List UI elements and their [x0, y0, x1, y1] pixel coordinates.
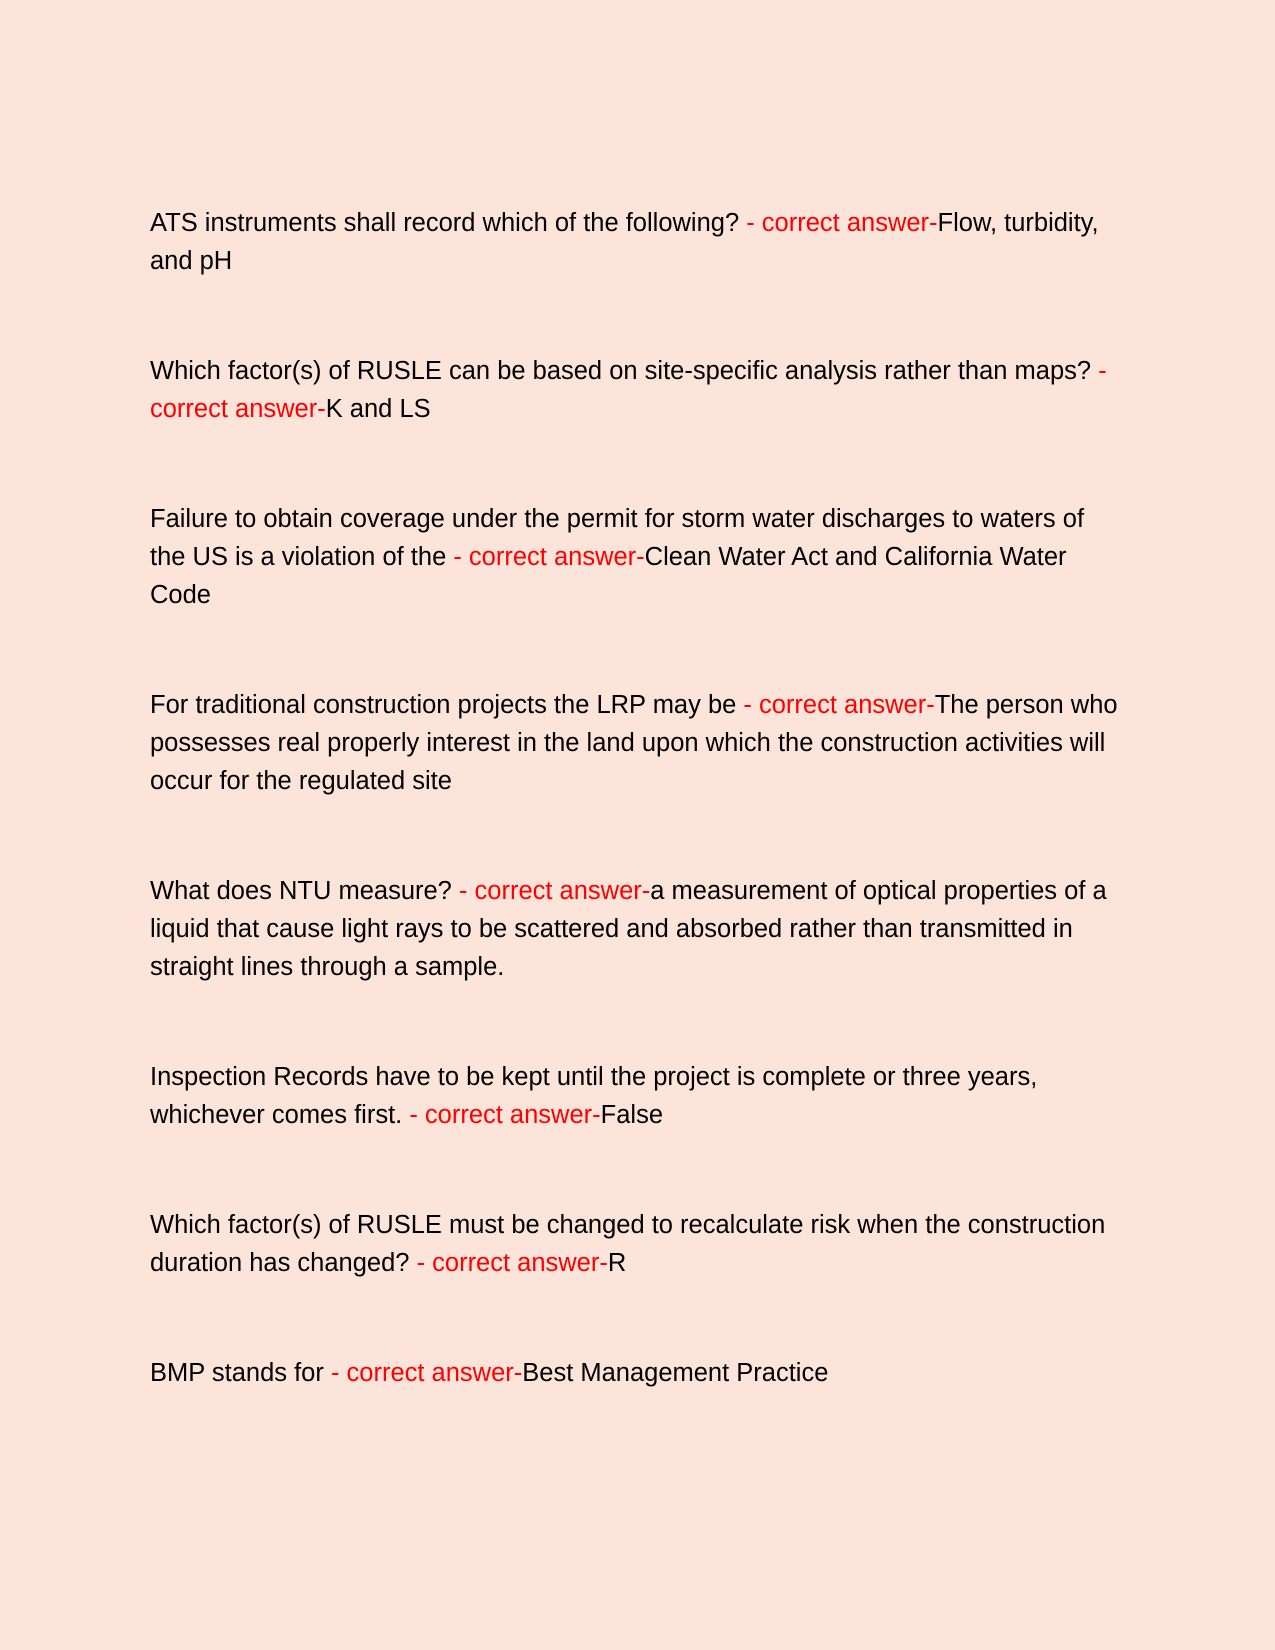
- question-text: BMP stands for: [150, 1359, 324, 1387]
- answer-text: a measurement of optical properties of a liquid that cause light rays to be scattered and absorbed rather than transmitted in straight lines through a sample.: [150, 877, 1107, 981]
- qa-item-4: [150, 686, 1125, 800]
- answer-text: False: [600, 1101, 663, 1129]
- question-text: ATS instruments shall record which of the following?: [150, 209, 740, 237]
- qa-item-6: [150, 1058, 1125, 1134]
- correct-answer-label: - correct answer-: [416, 1249, 608, 1277]
- question-text: What does NTU measure?: [150, 877, 452, 905]
- correct-answer-label: - correct answer-: [743, 691, 935, 719]
- correct-answer-label: - correct answer-: [746, 209, 938, 237]
- qa-item-7: [150, 1206, 1125, 1282]
- qa-item-1: [150, 204, 1125, 280]
- correct-answer-label: - correct answer-: [409, 1101, 601, 1129]
- qa-item-8: [150, 1354, 1125, 1392]
- qa-item-2: [150, 352, 1125, 428]
- correct-answer-label: - correct answer-: [330, 1359, 523, 1387]
- answer-text: Flow, turbidity, and pH: [150, 209, 1099, 275]
- qa-item-3: [150, 500, 1125, 614]
- question-text: Which factor(s) of RUSLE can be based on site-specific analysis rather than maps?: [150, 357, 1092, 385]
- question-text: Which factor(s) of RUSLE must be changed to recalculate risk when the construction duration has changed?: [150, 1211, 1106, 1277]
- answer-text: Clean Water Act and California Water Code: [150, 543, 1067, 609]
- question-text: Inspection Records have to be kept until the project is complete or three years, whichever comes first.: [150, 1063, 1038, 1129]
- correct-answer-label: - correct answer-: [453, 543, 645, 571]
- question-text: For traditional construction projects the LRP may be: [150, 691, 737, 719]
- answer-text: K and LS: [325, 395, 431, 423]
- qa-item-5: [150, 872, 1125, 986]
- answer-text: Best Management Practice: [522, 1359, 829, 1387]
- correct-answer-label: - correct answer-: [458, 877, 651, 905]
- question-text: Failure to obtain coverage under the permit for storm water discharges to waters of the US is a violation of the: [150, 505, 1085, 571]
- answer-text: R: [607, 1249, 627, 1277]
- answer-text: The person who possesses real properly interest in the land upon which the construction activities will occur for the regulated site: [150, 691, 1118, 795]
- correct-answer-label: - correct answer-: [150, 357, 1107, 423]
